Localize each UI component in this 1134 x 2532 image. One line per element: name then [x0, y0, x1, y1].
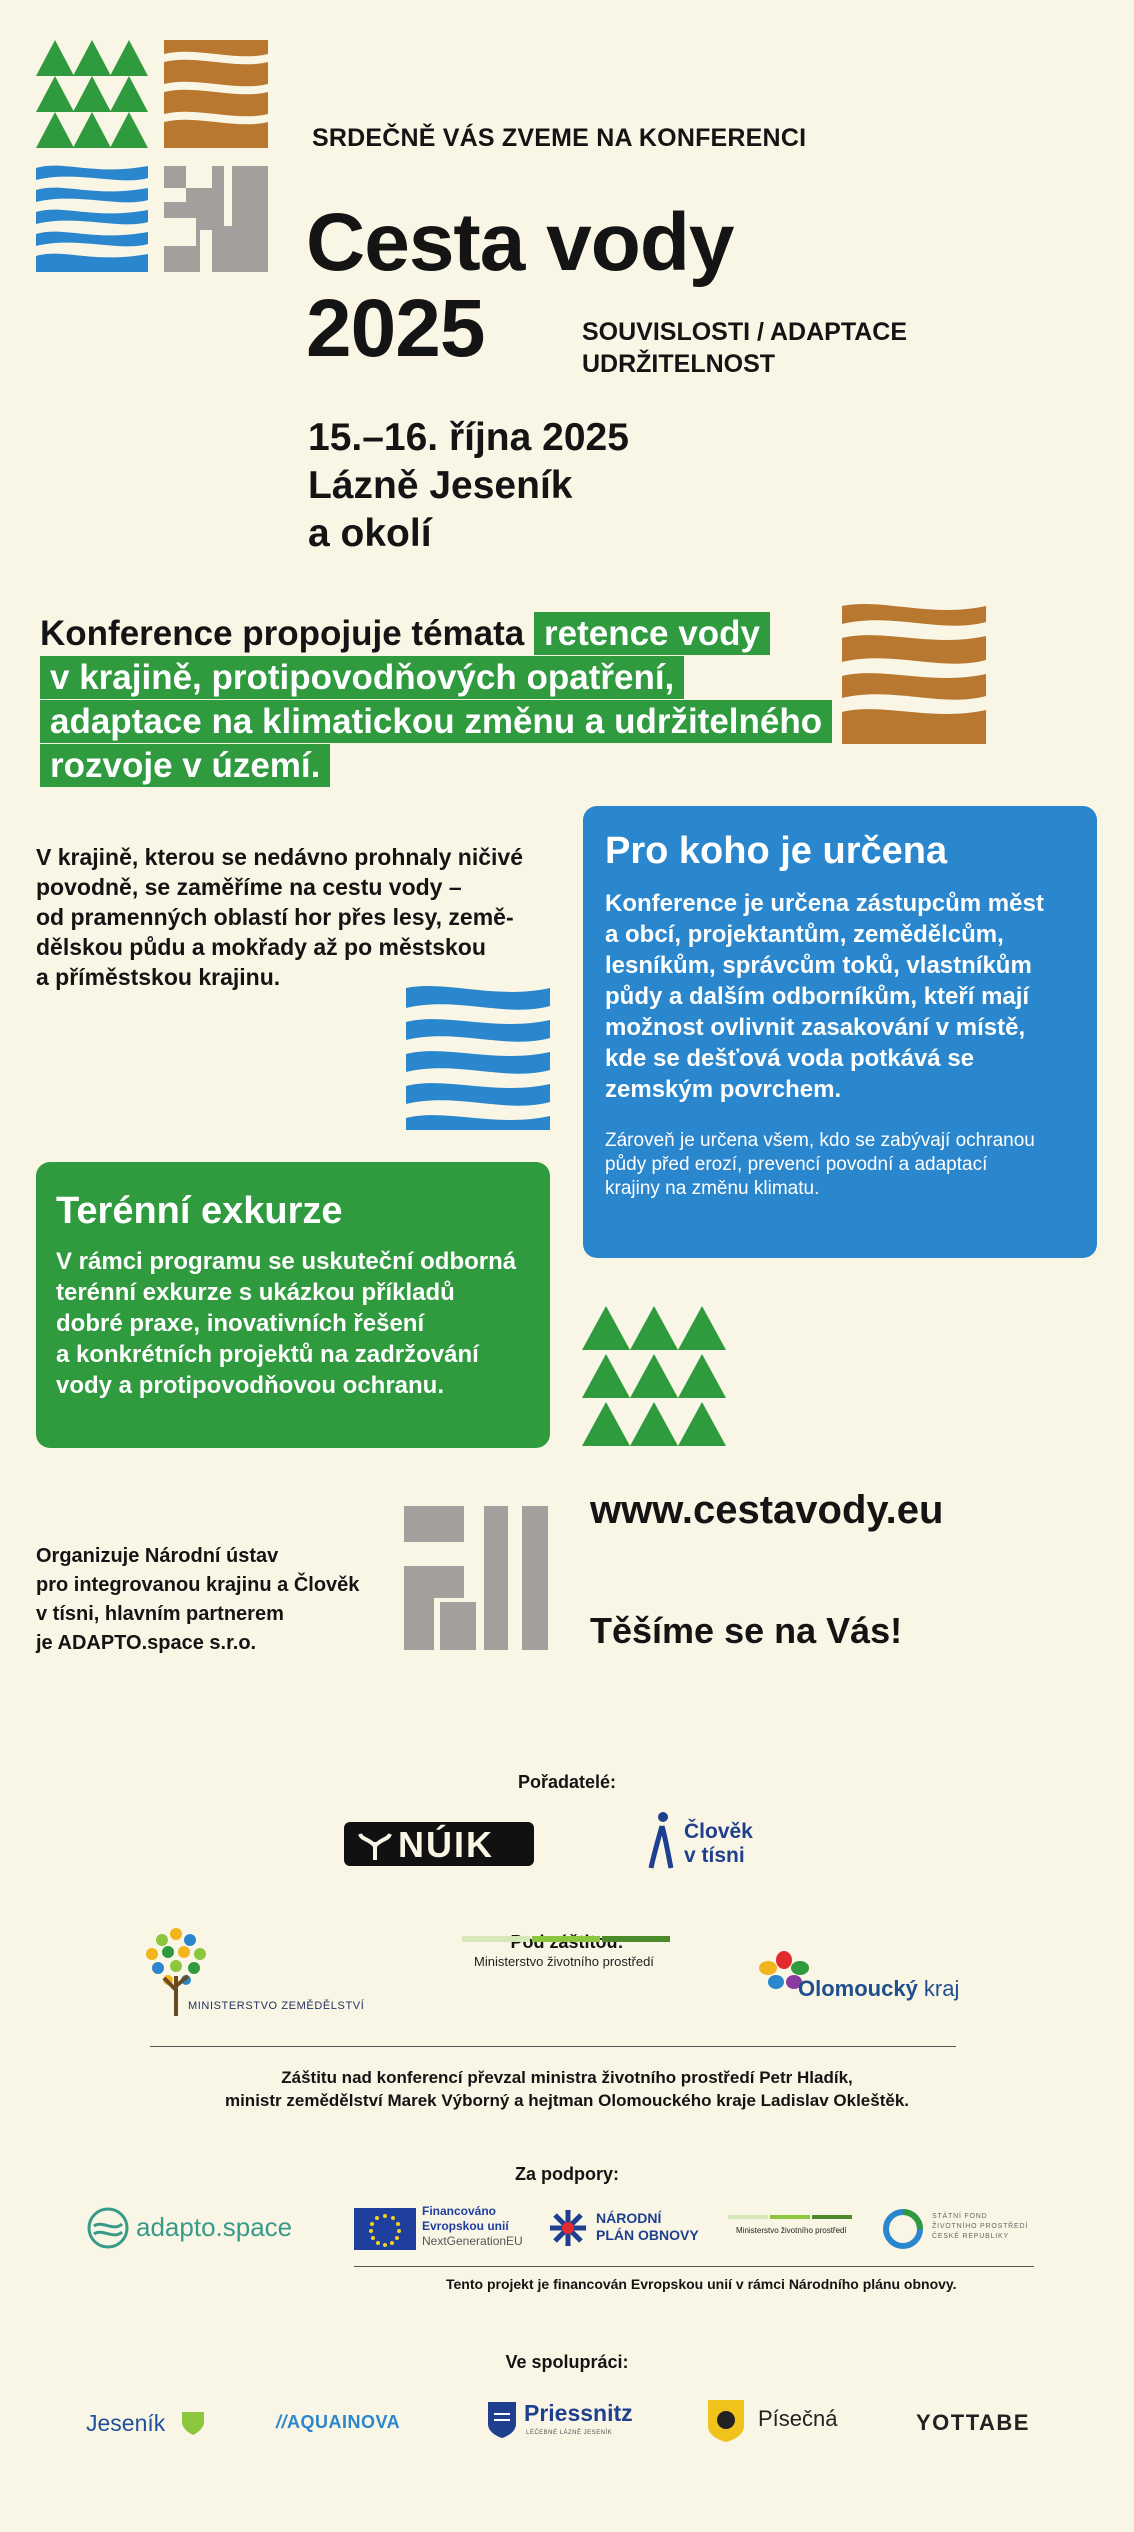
- mze-logo-text: MINISTERSTVO ZEMĚDĚLSTVÍ: [188, 2000, 365, 2012]
- organizer-line: Organizuje Národní ústav: [36, 1545, 279, 1567]
- sfzp-line: STÁTNÍ FOND: [932, 2213, 988, 2220]
- mzp-small-text: Ministerstvo životního prostředí: [736, 2226, 847, 2235]
- priessnitz-logo-text: Priessnitz: [524, 2400, 633, 2426]
- support-label: Za podpory:: [515, 2164, 619, 2184]
- body-text: [36, 842, 523, 992]
- excursion-line: vody a protipovodňovou ochranu.: [56, 1372, 445, 1399]
- eu-funding-logo[interactable]: [354, 2204, 524, 2254]
- person-icon: [648, 1810, 674, 1870]
- jesenik-logo[interactable]: [86, 2406, 216, 2442]
- audience-secondary: [605, 1129, 1075, 1201]
- audience-line: a obcí, projektantům, zemědělcům,: [605, 921, 1004, 948]
- title-line-2: 2025: [306, 283, 485, 374]
- clovek-logo-text: [684, 1820, 753, 1868]
- audience-secondary-line: Zároveň je určena všem, kdo se zabývají ochranou: [605, 1130, 1035, 1151]
- mzp-small-logo[interactable]: [728, 2214, 852, 2244]
- excursion-text: [56, 1246, 530, 1401]
- pisecna-crest-icon: [706, 2398, 746, 2444]
- jesenik-logo-text: Jeseník: [86, 2410, 166, 2436]
- divider: [150, 2046, 956, 2047]
- audience-line: lesníkům, správcům toků, vlastníkům: [605, 952, 1032, 979]
- excursion-line: V rámci programu se uskuteční odborná: [56, 1248, 517, 1275]
- body-line: a příměstskou krajinu.: [36, 964, 281, 990]
- audience-secondary-line: krajiny na změnu klimatu.: [605, 1178, 820, 1199]
- sfzp-line: ŽIVOTNÍHO PROSTŘEDÍ: [932, 2223, 1029, 2230]
- nuik-logo[interactable]: [344, 1822, 534, 1866]
- clovek-line: v tísni: [684, 1844, 745, 1867]
- narodni-plan-obnovy-logo[interactable]: [548, 2206, 708, 2250]
- patronage-note-line: ministr zemědělství Marek Výborný a hejtman Olomouckého kraje Ladislav Okleštěk.: [224, 2091, 910, 2110]
- date-text: 15.–16. října 2025: [308, 416, 629, 459]
- pisecna-logo-text: Písečná: [758, 2406, 838, 2431]
- tree-icon: [358, 1828, 392, 1860]
- audience-box: [583, 806, 1097, 1258]
- body-line: dělskou půdu a mokřady až po městskou: [36, 934, 486, 960]
- priessnitz-sub-text: LÉČEBNÉ LÁZNĚ JESENÍK: [526, 2430, 613, 2436]
- mzp-logo[interactable]: [462, 1934, 670, 1994]
- water-motif-icon: [406, 986, 550, 1130]
- nuik-mark-icon: [404, 1506, 548, 1650]
- intro-highlight-2: v krajině, protipovodňových opatření,: [40, 656, 684, 699]
- body-line: od pramenných oblastí hor přes lesy, země-: [36, 904, 514, 930]
- audience-line: kde se dešťová voda potkává se: [605, 1045, 975, 1072]
- intro-highlight-3: adaptace na klimatickou změnu a udržitelného: [40, 700, 832, 743]
- audience-line: Konference je určena zástupcům měst: [605, 890, 1044, 917]
- npo-line: PLÁN OBNOVY: [596, 2227, 699, 2243]
- body-line: V krajině, kterou se nedávno prohnaly ničivé: [36, 844, 523, 870]
- excursion-heading: Terénní exkurze: [56, 1190, 343, 1232]
- organizer-line: pro integrovanou krajinu a Člověk: [36, 1574, 360, 1596]
- patronage-note: [0, 2066, 1134, 2112]
- organizers-label: Pořadatelé:: [517, 1772, 617, 1792]
- excursion-line: dobré praxe, inovativních řešení: [56, 1310, 425, 1337]
- nuik-logo-text: NÚIK: [398, 1824, 494, 1865]
- olomoucky-logo-text: [798, 1976, 959, 2002]
- intro-highlight-1: retence vody: [534, 612, 770, 655]
- invite-text: SRDEČNĚ VÁS ZVEME NA KONFERENCI: [312, 124, 807, 152]
- soil-motif-icon: [842, 600, 986, 744]
- yottabe-logo[interactable]: YOTTABE: [916, 2410, 1030, 2435]
- eu-flag-icon: [354, 2208, 416, 2250]
- audience-line: zemským povrchem.: [605, 1076, 842, 1103]
- intro-plain: Konference propojuje témata: [40, 614, 534, 653]
- intro-paragraph: [40, 612, 840, 788]
- npo-logo-text: [596, 2210, 699, 2244]
- date-place: [308, 414, 629, 558]
- adapto-logo-text: adapto.space: [136, 2212, 293, 2242]
- greeting: Těšíme se na Vás!: [590, 1610, 903, 1651]
- olomoucky-regular: kraj: [917, 1976, 960, 2001]
- audience-secondary-line: půdy před erozí, prevencí povodní a adaptací: [605, 1154, 988, 1175]
- excursion-line: terénní exkurze s ukázkou příkladů: [56, 1279, 455, 1306]
- place-line-1: Lázně Jeseník: [308, 464, 573, 507]
- npo-star-icon: [548, 2208, 588, 2248]
- audience-line: možnost ovlivnit zasakování v místě,: [605, 1014, 1026, 1041]
- title-line-1: Cesta vody: [306, 197, 734, 288]
- adapto-circle-icon: [86, 2206, 130, 2250]
- clovek-line: Člověk: [684, 1820, 753, 1843]
- sfzp-circle-icon: [882, 2208, 924, 2250]
- organizer-line: v tísni, hlavním partnerem: [36, 1603, 284, 1625]
- audience-line: půdy a dalším odborníkům, kteří mají: [605, 983, 1030, 1010]
- intro-highlight-4: rozvoje v území.: [40, 744, 330, 787]
- place-line-2: a okolí: [308, 512, 432, 555]
- mzp-logo-text: Ministerstvo životního prostředí: [474, 1954, 654, 1969]
- adapto-space-logo[interactable]: [86, 2204, 316, 2254]
- organizer-line: je ADAPTO.space s.r.o.: [36, 1632, 257, 1654]
- trees-motif-icon: [582, 1304, 726, 1448]
- eu-line: Evropskou unií: [422, 2219, 509, 2233]
- eu-logo-text: [422, 2204, 523, 2249]
- website-link[interactable]: www.cestavody.eu: [590, 1488, 944, 1532]
- subtitle-line-2: UDRŽITELNOST: [582, 350, 776, 378]
- aquainova-slashes: //: [276, 2412, 288, 2432]
- npo-line: NÁRODNÍ: [596, 2210, 662, 2226]
- mzp-stripes-icon: [462, 1934, 670, 1944]
- mze-logo[interactable]: [138, 1920, 378, 2030]
- audience-heading: Pro koho je určena: [605, 830, 948, 872]
- organizer-text: [36, 1542, 359, 1658]
- priessnitz-crest-icon: [486, 2400, 518, 2440]
- eu-line: NextGenerationEU: [422, 2234, 523, 2248]
- excursion-box: [36, 1162, 550, 1448]
- eu-line: Financováno: [422, 2204, 497, 2218]
- audience-text: [605, 888, 1075, 1105]
- priessnitz-logo[interactable]: [486, 2398, 636, 2448]
- aquainova-logo-text: AQUAINOVA: [287, 2412, 401, 2432]
- conference-subtitle: [582, 316, 907, 380]
- sfzp-logo[interactable]: [882, 2204, 1042, 2254]
- sfzp-line: ČESKÉ REPUBLIKY: [932, 2233, 1009, 2240]
- body-line: povodně, se zaměříme na cestu vody –: [36, 874, 462, 900]
- jesenik-shield-icon: [180, 2410, 206, 2436]
- olomoucky-kraj-logo[interactable]: [754, 1950, 964, 2010]
- divider: [354, 2266, 1034, 2267]
- excursion-line: a konkrétních projektů na zadržování: [56, 1341, 479, 1368]
- support-note: Tento projekt je financován Evropskou unií v rámci Národního plánu obnovy.: [446, 2276, 957, 2292]
- pisecna-logo[interactable]: [706, 2398, 846, 2446]
- patronage-note-line: Záštitu nad konferencí převzal ministra životního prostředí Petr Hladík,: [281, 2068, 853, 2087]
- aquainova-logo[interactable]: [276, 2412, 400, 2433]
- subtitle-line-1: SOUVISLOSTI / ADAPTACE: [582, 318, 908, 346]
- clovek-v-tisni-logo[interactable]: [648, 1810, 768, 1874]
- mzp-small-stripes-icon: [728, 2214, 852, 2220]
- olomoucky-bold: Olomoucký: [798, 1976, 918, 2001]
- sfzp-logo-text: [932, 2212, 1028, 2242]
- landscape-motif-logo: [36, 40, 276, 280]
- cooperation-label: Ve spolupráci:: [505, 2352, 629, 2372]
